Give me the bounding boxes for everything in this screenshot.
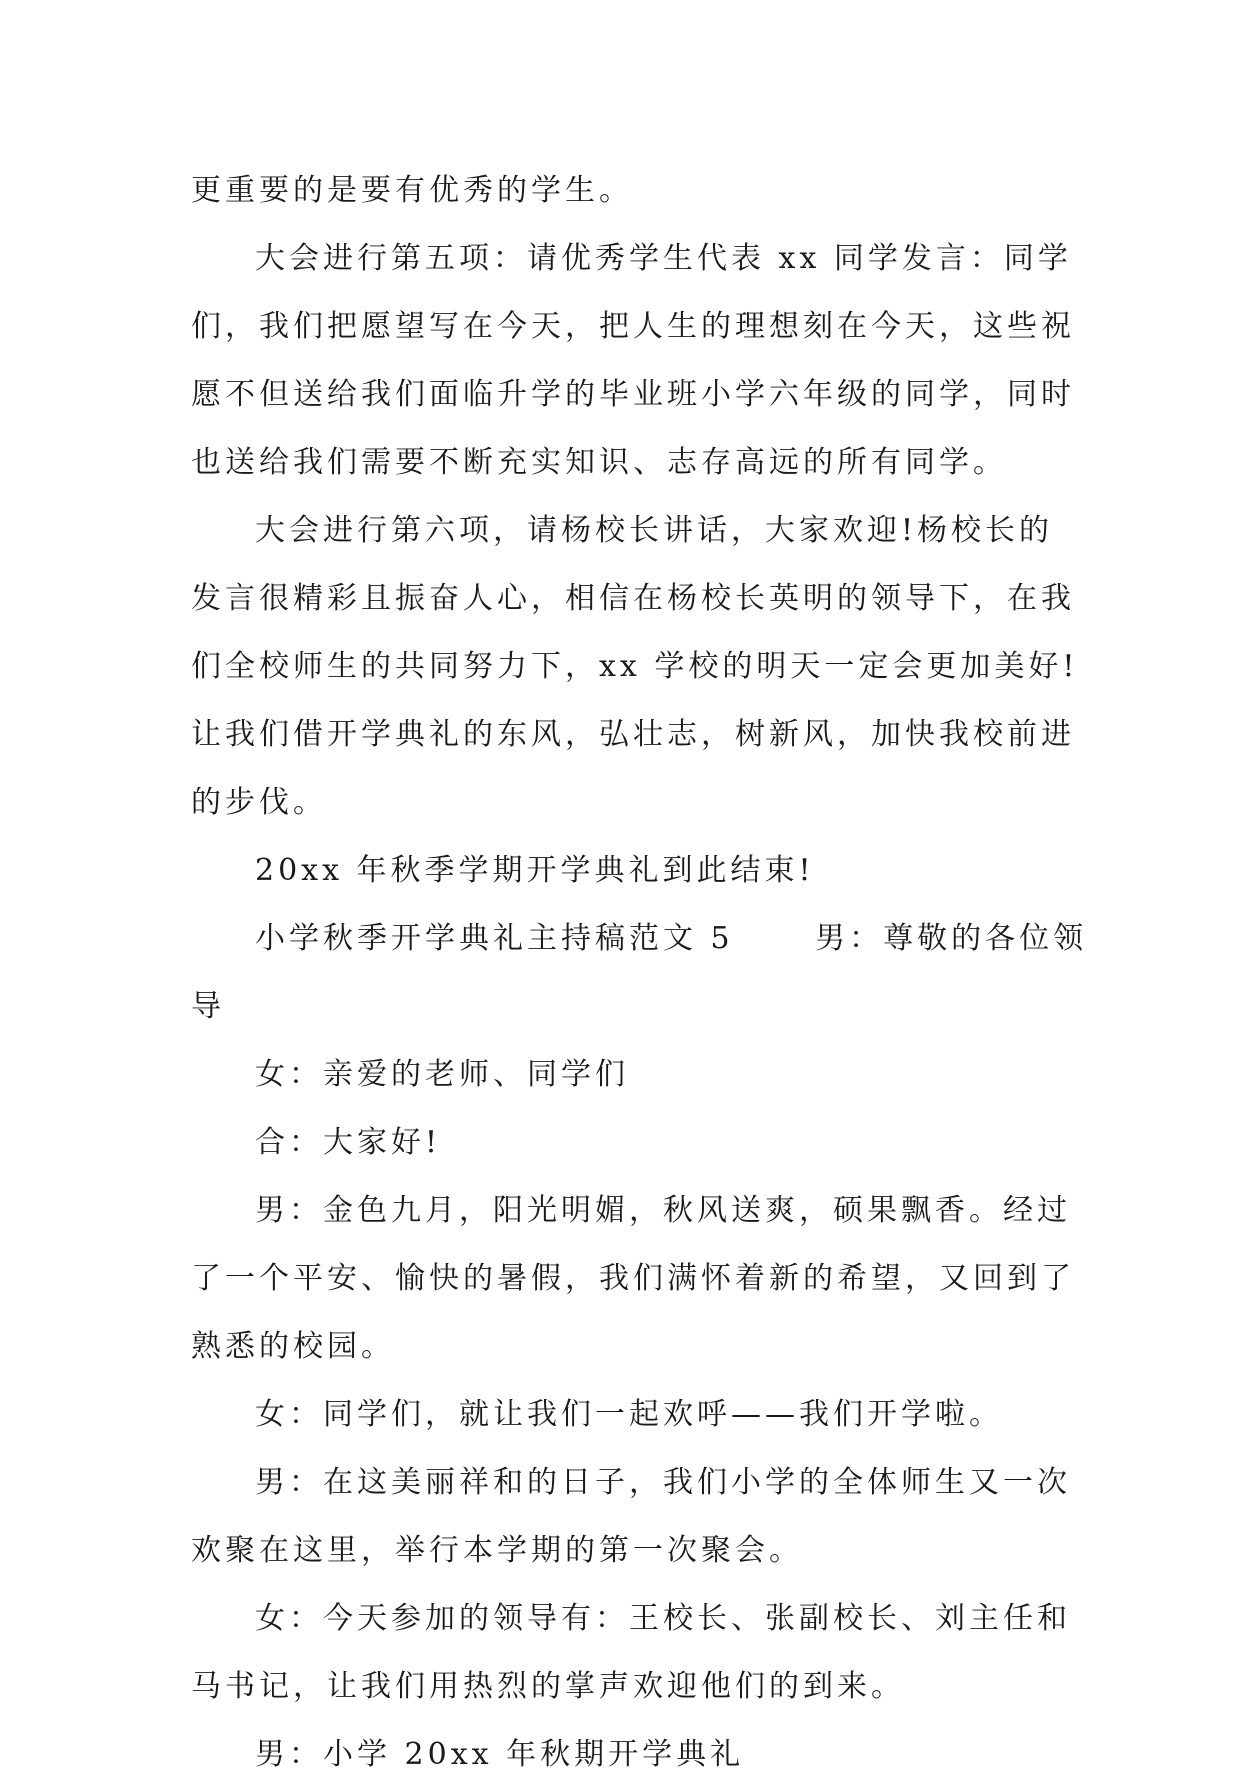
document-body [191, 157, 1088, 1789]
text-line: 导 [191, 989, 225, 1024]
text-line: 合：大家好! [255, 1125, 442, 1160]
paragraph [191, 1381, 1051, 1449]
text-line: 马书记，让我们用热烈的掌声欢迎他们的到来。 [191, 1669, 905, 1704]
paragraph [191, 157, 1051, 225]
text-line: 20xx 年秋季学期开学典礼到此结束! [255, 853, 815, 888]
text-line: 大会进行第五项：请优秀学生代表 xx 同学发言：同学 [255, 241, 1072, 276]
paragraph [191, 497, 1079, 837]
paragraph [191, 837, 1051, 905]
paragraph [191, 905, 1088, 1041]
text-line: 熟悉的校园。 [191, 1329, 395, 1364]
text-line: 愿不但送给我们面临升学的毕业班小学六年级的同学，同时 [191, 377, 1075, 412]
text-line: 女：同学们，就让我们一起欢呼——我们开学啦。 [255, 1397, 1003, 1432]
text-line: 女：今天参加的领导有：王校长、张副校长、刘主任和 [255, 1601, 1071, 1636]
text-line: 小学秋季开学典礼主持稿范文 5 男：尊敬的各位领 [255, 921, 1088, 956]
text-line: 大会进行第六项，请杨校长讲话，大家欢迎!杨校长的 [255, 513, 1054, 548]
paragraph [191, 1449, 1071, 1585]
text-line: 男：小学 20xx 年秋期开学典礼 [255, 1737, 745, 1772]
text-line: 的步伐。 [191, 785, 327, 820]
text-line: 也送给我们需要不断充实知识、志存高远的所有同学。 [191, 445, 1007, 480]
text-line: 发言很精彩且振奋人心，相信在杨校长英明的领导下，在我 [191, 581, 1075, 616]
paragraph [191, 1721, 1051, 1789]
text-line: 男：在这美丽祥和的日子，我们小学的全体师生又一次 [255, 1465, 1071, 1500]
paragraph [191, 1177, 1075, 1381]
paragraph [191, 1109, 1051, 1177]
text-line: 更重要的是要有优秀的学生。 [191, 173, 633, 208]
text-line: 男：金色九月，阳光明媚，秋风送爽，硕果飘香。经过 [255, 1193, 1071, 1228]
text-line: 了一个平安、愉快的暑假，我们满怀着新的希望，又回到了 [191, 1261, 1075, 1296]
text-line: 们，我们把愿望写在今天，把人生的理想刻在今天，这些祝 [191, 309, 1075, 344]
paragraph [191, 225, 1075, 497]
text-line: 让我们借开学典礼的东风，弘壮志，树新风，加快我校前进 [191, 717, 1075, 752]
text-line: 女：亲爱的老师、同学们 [255, 1057, 629, 1092]
paragraph [191, 1585, 1071, 1721]
text-line: 欢聚在这里，举行本学期的第一次聚会。 [191, 1533, 803, 1568]
text-line: 们全校师生的共同努力下，xx 学校的明天一定会更加美好! [191, 649, 1079, 684]
paragraph [191, 1041, 1051, 1109]
